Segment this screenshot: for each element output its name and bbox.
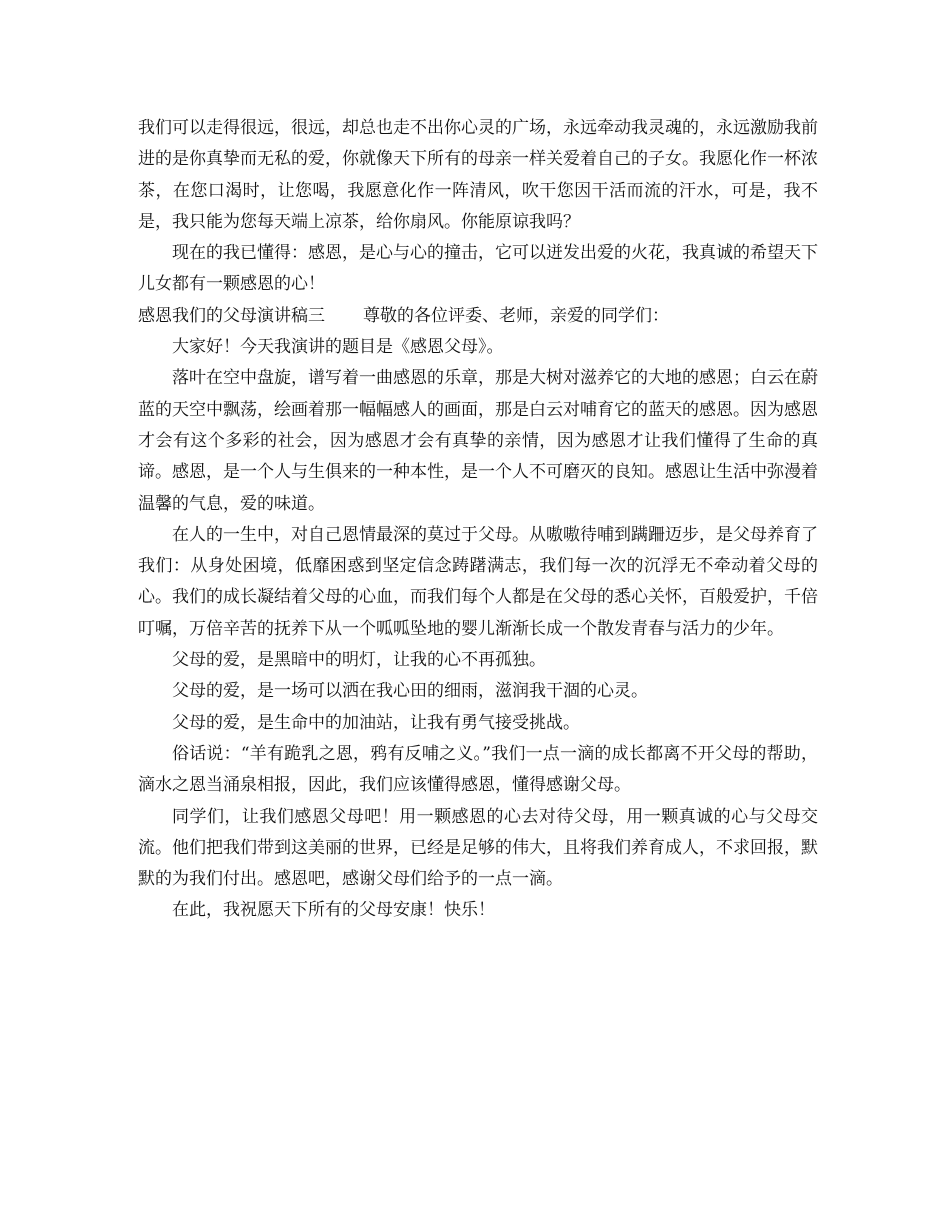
paragraph-continued: 我们可以走得很远，很远，却总也走不出你心灵的广场，永远牵动我灵魂的，永远激励我前进的是你真挚而无私的爱，你就像天下所有的母亲一样关爱着自己的子女。我愿化作一杯浓茶，在您口渴时，让您喝，我愿意化作一阵清风，吹干您因干活而流的汗水，可是，我不是，我只能为您每天端上凉茶，给你扇风。你能原谅我吗？ <box>138 118 818 232</box>
speech-salutation: 尊敬的各位评委、老师，亲爱的同学们： <box>363 305 669 326</box>
paragraph-greeting: 大家好！今天我演讲的题目是《感恩父母》。 <box>172 337 504 358</box>
paragraph-closing-wish: 在此，我祝愿天下所有的父母安康！快乐！ <box>172 900 495 921</box>
paragraph-love-lamp: 父母的爱，是黑暗中的明灯，让我的心不再孤独。 <box>172 650 546 671</box>
speech-title: 感恩我们的父母演讲稿三 <box>138 305 325 326</box>
paragraph-parents-raise-us: 在人的一生中，对自己恩情最深的莫过于父母。从嗷嗷待哺到蹒跚迈步，是父母养育了我们：从身处困境，低靡困惑到坚定信念踌躇满志，我们每一次的沉浮无不牵动着父母的心。我们的成长凝结着父母的心血，而我们每个人都是在父母的悉心关怀，百般爱护，千倍叮嘱，万倍辛苦的抚养下从一个呱呱坠地的婴儿渐渐长成一个散发青春与活力的少年。 <box>138 524 818 639</box>
paragraph-falling-leaves: 落叶在空中盘旋，谱写着一曲感恩的乐章，那是大树对滋养它的大地的感恩；白云在蔚蓝的天空中飘荡，绘画着那一幅幅感人的画面，那是白云对哺育它的蓝天的感恩。因为感恩才会有这个多彩的社会，因为感恩才会有真挚的亲情，因为感恩才让我们懂得了生命的真谛。感恩，是一个人与生俱来的一种本性，是一个人不可磨灭的良知。感恩让生活中弥漫着温馨的气息，爱的味道。 <box>138 368 818 514</box>
paragraph-love-station: 父母的爱，是生命中的加油站，让我有勇气接受挑战。 <box>172 712 580 733</box>
speech-heading <box>138 301 818 332</box>
paragraph-call-to-action: 同学们，让我们感恩父母吧！用一颗感恩的心去对待父母，用一颗真诚的心与父母交流。他们把我们带到这美丽的世界，已经是足够的伟大，且将我们养育成人，不求回报，默默的为我们付出。感恩吧，感谢父母们给予的一点一滴。 <box>138 806 818 890</box>
paragraph-understanding: 现在的我已懂得：感恩，是心与心的撞击，它可以迸发出爱的火花，我真诚的希望天下儿女都有一颗感恩的心！ <box>138 243 818 295</box>
document-body <box>138 113 818 927</box>
paragraph-love-rain: 父母的爱，是一场可以洒在我心田的细雨，滋润我干涸的心灵。 <box>172 681 648 702</box>
paragraph-proverb: 俗话说：“羊有跪乳之恩，鸦有反哺之义。”我们一点一滴的成长都离不开父母的帮助，滴水之恩当涌泉相报，因此，我们应该懂得感恩，懂得感谢父母。 <box>138 743 818 796</box>
